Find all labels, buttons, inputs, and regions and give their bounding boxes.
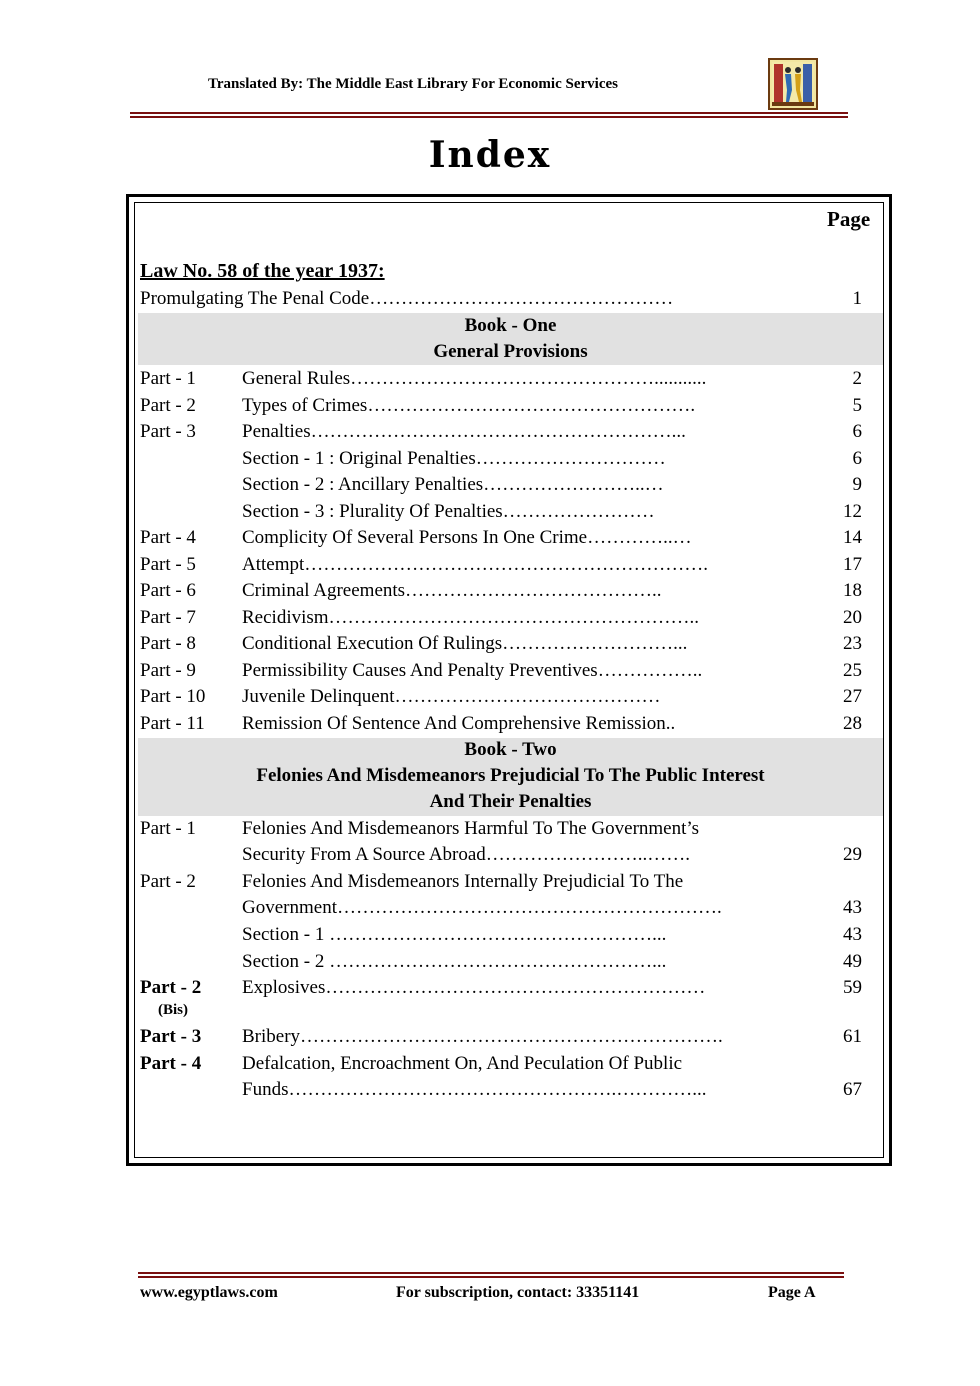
book-one-entry-title: General Rules…………………………………………........... xyxy=(242,368,707,389)
book-two-entry-line1: Explosives…………………………………………………… xyxy=(242,977,706,998)
book-one-part-label: Part - 6 xyxy=(140,580,196,601)
book-two-entry-line1: Defalcation, Encroachment On, And Peculation Of Public xyxy=(242,1053,683,1074)
book-one-title: Book - One xyxy=(464,315,557,336)
book-one-section-title: Section - 1 : Original Penalties………………………… xyxy=(242,448,666,469)
header-translator-credit: Translated By: The Middle East Library For Economic Services xyxy=(208,76,618,92)
header-rule xyxy=(130,112,848,118)
book-one-entry-page: 6 xyxy=(852,421,862,442)
book-two-section-1: Section - 1 ……………………………………………... xyxy=(242,924,667,945)
book-one-part-label: Part - 4 xyxy=(140,527,196,548)
book-one-entry-page: 23 xyxy=(843,633,862,654)
book-two-entry-page: 43 xyxy=(843,924,862,945)
footer-subscription: For subscription, contact: 33351141 xyxy=(396,1284,640,1301)
book-two-part-label: Part - 2 xyxy=(140,871,196,892)
book-one-part-label: Part - 2 xyxy=(140,395,196,416)
book-one-entry-title: Permissibility Causes And Penalty Preventives…………….. xyxy=(242,660,703,681)
book-one-entry-page: 12 xyxy=(843,501,862,522)
book-one-part-label: Part - 1 xyxy=(140,368,196,389)
law-entry-page: 1 xyxy=(852,288,862,309)
footer-website-link[interactable]: www.egyptlaws.com xyxy=(140,1284,278,1301)
book-one-part-label: Part - 10 xyxy=(140,686,206,707)
book-two-entry-line2: Government……………………………………………………. xyxy=(242,897,722,918)
footer-rule xyxy=(138,1272,844,1278)
book-one-entry-page: 6 xyxy=(852,448,862,469)
book-two-part-note: (Bis) xyxy=(158,1002,188,1018)
page-column-header: Page xyxy=(827,207,871,231)
book-one-section-title: Section - 3 : Plurality Of Penalties…………………… xyxy=(242,501,655,522)
law-entry: Promulgating The Penal Code………………………………………… xyxy=(140,288,674,309)
book-one-entry-page: 17 xyxy=(843,554,862,575)
book-two-entry-line1: Felonies And Misdemeanors Harmful To The Government’s xyxy=(242,818,700,839)
book-one-part-label: Part - 9 xyxy=(140,660,196,681)
book-two-subtitle-1: Felonies And Misdemeanors Prejudicial To The Public Interest xyxy=(256,765,765,786)
book-one-part-label: Part - 8 xyxy=(140,633,196,654)
book-one-part-label: Part - 5 xyxy=(140,554,196,575)
book-one-entry-page: 27 xyxy=(843,686,862,707)
book-one-entry-page: 28 xyxy=(843,713,862,734)
book-one-section-title: Section - 2 : Ancillary Penalties……………………..… xyxy=(242,474,664,495)
law-heading: Law No. 58 of the year 1937: xyxy=(140,260,385,282)
book-two-entry-page: 59 xyxy=(843,977,862,998)
book-one-entry-page: 9 xyxy=(852,474,862,495)
book-one-entry-title: Attempt………………………………………………………. xyxy=(242,554,709,575)
book-one-entry-title: Conditional Execution Of Rulings………………………... xyxy=(242,633,688,654)
book-one-entry-title: Penalties…………………………………………………... xyxy=(242,421,686,442)
book-two-entry-line2: Security From A Source Abroad……………………..……. xyxy=(242,844,691,865)
library-logo-icon xyxy=(768,58,818,110)
book-one-entry-title: Recidivism………………………………………………….. xyxy=(242,607,700,628)
book-one-entry-title: Criminal Agreements………………………………….. xyxy=(242,580,662,601)
book-two-entry-line1: Felonies And Misdemeanors Internally Prejudicial To The xyxy=(242,871,684,892)
book-one-part-label: Part - 11 xyxy=(140,713,205,734)
book-one-entry-title: Complicity Of Several Persons In One Crime…………..… xyxy=(242,527,692,548)
book-two-entry-page: 43 xyxy=(843,897,862,918)
book-one-entry-page: 5 xyxy=(852,395,862,416)
book-two-part-label: Part - 4 xyxy=(140,1053,202,1074)
book-two-entry-page: 61 xyxy=(843,1026,862,1047)
book-one-entry-page: 25 xyxy=(843,660,862,681)
book-two-entry-page: 49 xyxy=(843,951,862,972)
book-two-entry-page: 29 xyxy=(843,844,862,865)
book-one-entry-page: 14 xyxy=(843,527,862,548)
page-title: Index xyxy=(428,134,552,176)
book-two-entry-page: 67 xyxy=(843,1079,862,1100)
book-one-subtitle: General Provisions xyxy=(433,341,588,362)
book-one-entry-title: Remission Of Sentence And Comprehensive Remission.. xyxy=(242,713,676,734)
book-two-subtitle-2: And Their Penalties xyxy=(429,791,592,812)
book-two-part-label: Part - 1 xyxy=(140,818,196,839)
book-one-entry-page: 18 xyxy=(843,580,862,601)
book-one-entry-page: 2 xyxy=(852,368,862,389)
book-two-part-label: Part - 2 xyxy=(140,977,202,998)
book-one-entry-title: Types of Crimes……………………………………………. xyxy=(242,395,696,416)
book-two-entry-line1: Bribery…………………………………………………………. xyxy=(242,1026,723,1047)
book-one-part-label: Part - 7 xyxy=(140,607,196,628)
book-two-part-label: Part - 3 xyxy=(140,1026,202,1047)
book-one-entry-page: 20 xyxy=(843,607,862,628)
book-one-entry-title: Juvenile Delinquent…………………………………… xyxy=(242,686,661,707)
book-one-part-label: Part - 3 xyxy=(140,421,196,442)
footer-page-number: Page A xyxy=(768,1284,816,1301)
book-two-entry-line2: Funds…………………………………………….…………... xyxy=(242,1079,707,1100)
book-two-title: Book - Two xyxy=(464,739,557,760)
book-two-section-2: Section - 2 ……………………………………………... xyxy=(242,951,667,972)
